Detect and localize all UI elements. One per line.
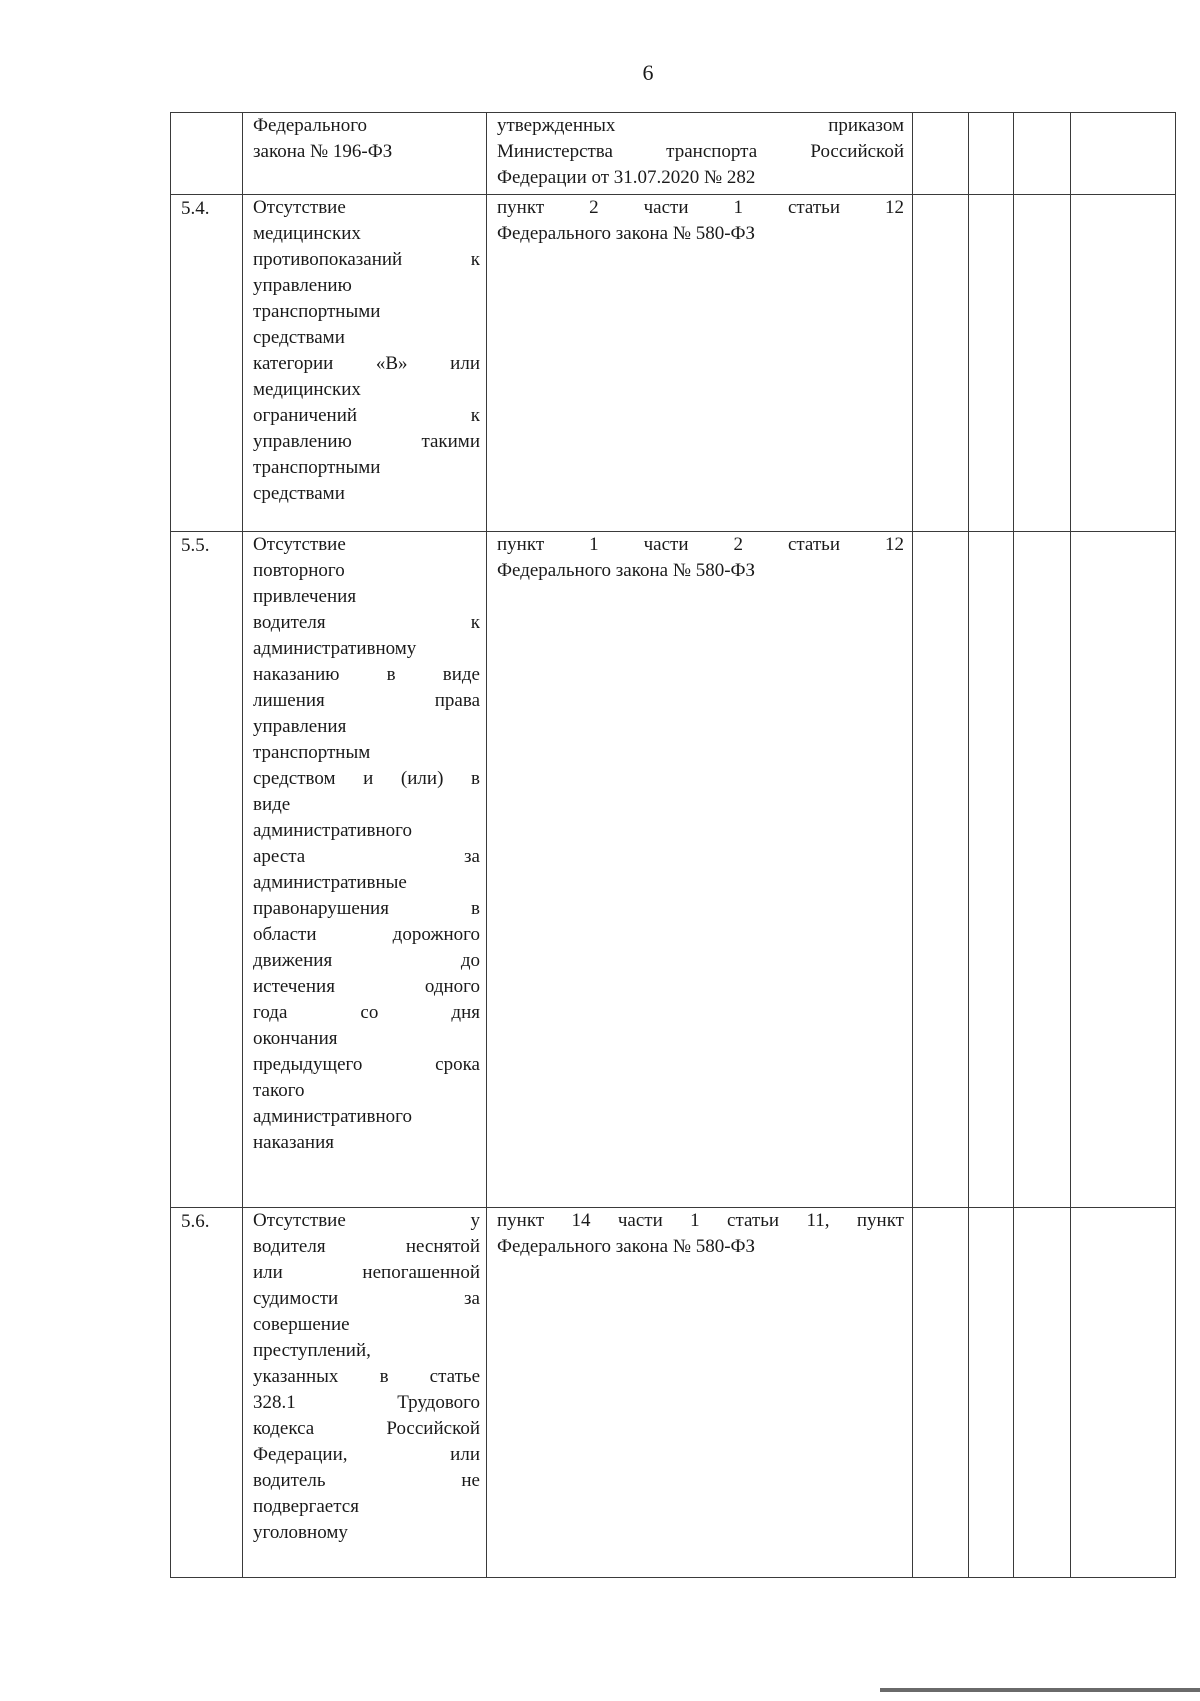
requirement-cell <box>243 1208 487 1578</box>
requirement-line: транспортным <box>253 742 371 763</box>
reference-line: Министерства транспорта Российской <box>497 141 904 162</box>
requirement-line: правонарушения в <box>253 898 480 919</box>
empty-cell <box>1071 1208 1176 1578</box>
empty-cell <box>1014 532 1071 1208</box>
requirement-line: административные <box>253 872 407 893</box>
requirement-line: Федерального <box>253 115 368 136</box>
requirement-line: административного <box>253 1106 412 1127</box>
item-number <box>171 113 243 195</box>
requirement-line: управлению такими <box>253 431 480 452</box>
page-number: 6 <box>642 60 654 85</box>
table-row <box>171 113 1176 195</box>
requirement-line: 328.1 Трудового <box>253 1392 480 1413</box>
requirement-cell <box>243 113 487 195</box>
requirement-line: судимости за <box>253 1288 480 1309</box>
requirement-line: административному <box>253 638 417 659</box>
legal-reference-cell <box>487 113 913 195</box>
requirement-line: управлению <box>253 275 352 296</box>
requirement-line: Отсутствие <box>253 197 346 218</box>
requirement-cell <box>243 532 487 1208</box>
legal-reference-cell <box>487 1208 913 1578</box>
requirement-line: привлечения <box>253 586 357 607</box>
empty-cell <box>1071 195 1176 532</box>
scan-edge-mark <box>880 1688 1200 1692</box>
requirement-line: Отсутствие у <box>253 1210 480 1231</box>
requirement-line: ограничений к <box>253 405 480 426</box>
requirement-line: административного <box>253 820 412 841</box>
requirement-line: наказания <box>253 1132 334 1153</box>
item-number: 5.4. <box>171 195 243 532</box>
requirement-line: медицинских <box>253 379 361 400</box>
requirement-line: указанных в статье <box>253 1366 480 1387</box>
table-row <box>171 1208 1176 1578</box>
requirement-line: лишения права <box>253 690 480 711</box>
reference-line: Федерального закона № 580-ФЗ <box>497 1236 756 1257</box>
requirement-line: водителя к <box>253 612 480 633</box>
requirement-line: такого <box>253 1080 305 1101</box>
reference-line: утвержденных приказом <box>497 115 904 136</box>
empty-cell <box>913 195 969 532</box>
requirement-line: медицинских <box>253 223 361 244</box>
empty-cell <box>913 532 969 1208</box>
requirement-line: кодекса Российской <box>253 1418 480 1439</box>
reference-line: Федерального закона № 580-ФЗ <box>497 223 756 244</box>
empty-cell <box>969 532 1014 1208</box>
reference-line: пункт 1 части 2 статьи 12 <box>497 534 904 555</box>
requirement-line: года со дня <box>253 1002 480 1023</box>
requirement-line: окончания <box>253 1028 338 1049</box>
requirement-line: совершение <box>253 1314 350 1335</box>
requirement-line: движения до <box>253 950 480 971</box>
empty-cell <box>969 113 1014 195</box>
checklist-table <box>170 112 1176 1578</box>
requirement-line: противопоказаний к <box>253 249 480 270</box>
requirement-line: подвергается <box>253 1496 359 1517</box>
requirement-line: Отсутствие <box>253 534 346 555</box>
requirement-line: повторного <box>253 560 345 581</box>
empty-cell <box>913 113 969 195</box>
item-number: 5.6. <box>171 1208 243 1578</box>
item-number: 5.5. <box>171 532 243 1208</box>
reference-line: Федерального закона № 580-ФЗ <box>497 560 756 581</box>
requirement-line: управления <box>253 716 347 737</box>
requirement-line: водителя неснятой <box>253 1236 480 1257</box>
requirement-line: ареста за <box>253 846 480 867</box>
table-row <box>171 195 1176 532</box>
requirement-line: виде <box>253 794 291 815</box>
empty-cell <box>1071 113 1176 195</box>
empty-cell <box>1071 532 1176 1208</box>
requirement-line: транспортными <box>253 457 381 478</box>
requirement-line: средством и (или) в <box>253 768 480 789</box>
requirement-line: наказанию в виде <box>253 664 480 685</box>
requirement-line: категории «В» или <box>253 353 480 374</box>
legal-reference-cell <box>487 532 913 1208</box>
empty-cell <box>969 1208 1014 1578</box>
requirement-line: Федерации, или <box>253 1444 480 1465</box>
table-row <box>171 532 1176 1208</box>
empty-cell <box>969 195 1014 532</box>
requirement-line: истечения одного <box>253 976 480 997</box>
requirement-line: преступлений, <box>253 1340 371 1361</box>
requirement-line: закона № 196-ФЗ <box>253 141 393 162</box>
requirement-line: средствами <box>253 327 345 348</box>
requirement-line: водитель не <box>253 1470 480 1491</box>
requirement-line: средствами <box>253 483 345 504</box>
empty-cell <box>913 1208 969 1578</box>
empty-cell <box>1014 195 1071 532</box>
reference-line: пункт 2 части 1 статьи 12 <box>497 197 904 218</box>
reference-line: пункт 14 части 1 статьи 11, пункт <box>497 1210 904 1231</box>
requirement-line: уголовному <box>253 1522 348 1543</box>
reference-line: Федерации от 31.07.2020 № 282 <box>497 167 756 188</box>
empty-cell <box>1014 113 1071 195</box>
legal-reference-cell <box>487 195 913 532</box>
requirement-line: или непогашенной <box>253 1262 480 1283</box>
requirement-cell <box>243 195 487 532</box>
empty-cell <box>1014 1208 1071 1578</box>
requirement-line: транспортными <box>253 301 381 322</box>
requirement-line: области дорожного <box>253 924 480 945</box>
requirement-line: предыдущего срока <box>253 1054 480 1075</box>
